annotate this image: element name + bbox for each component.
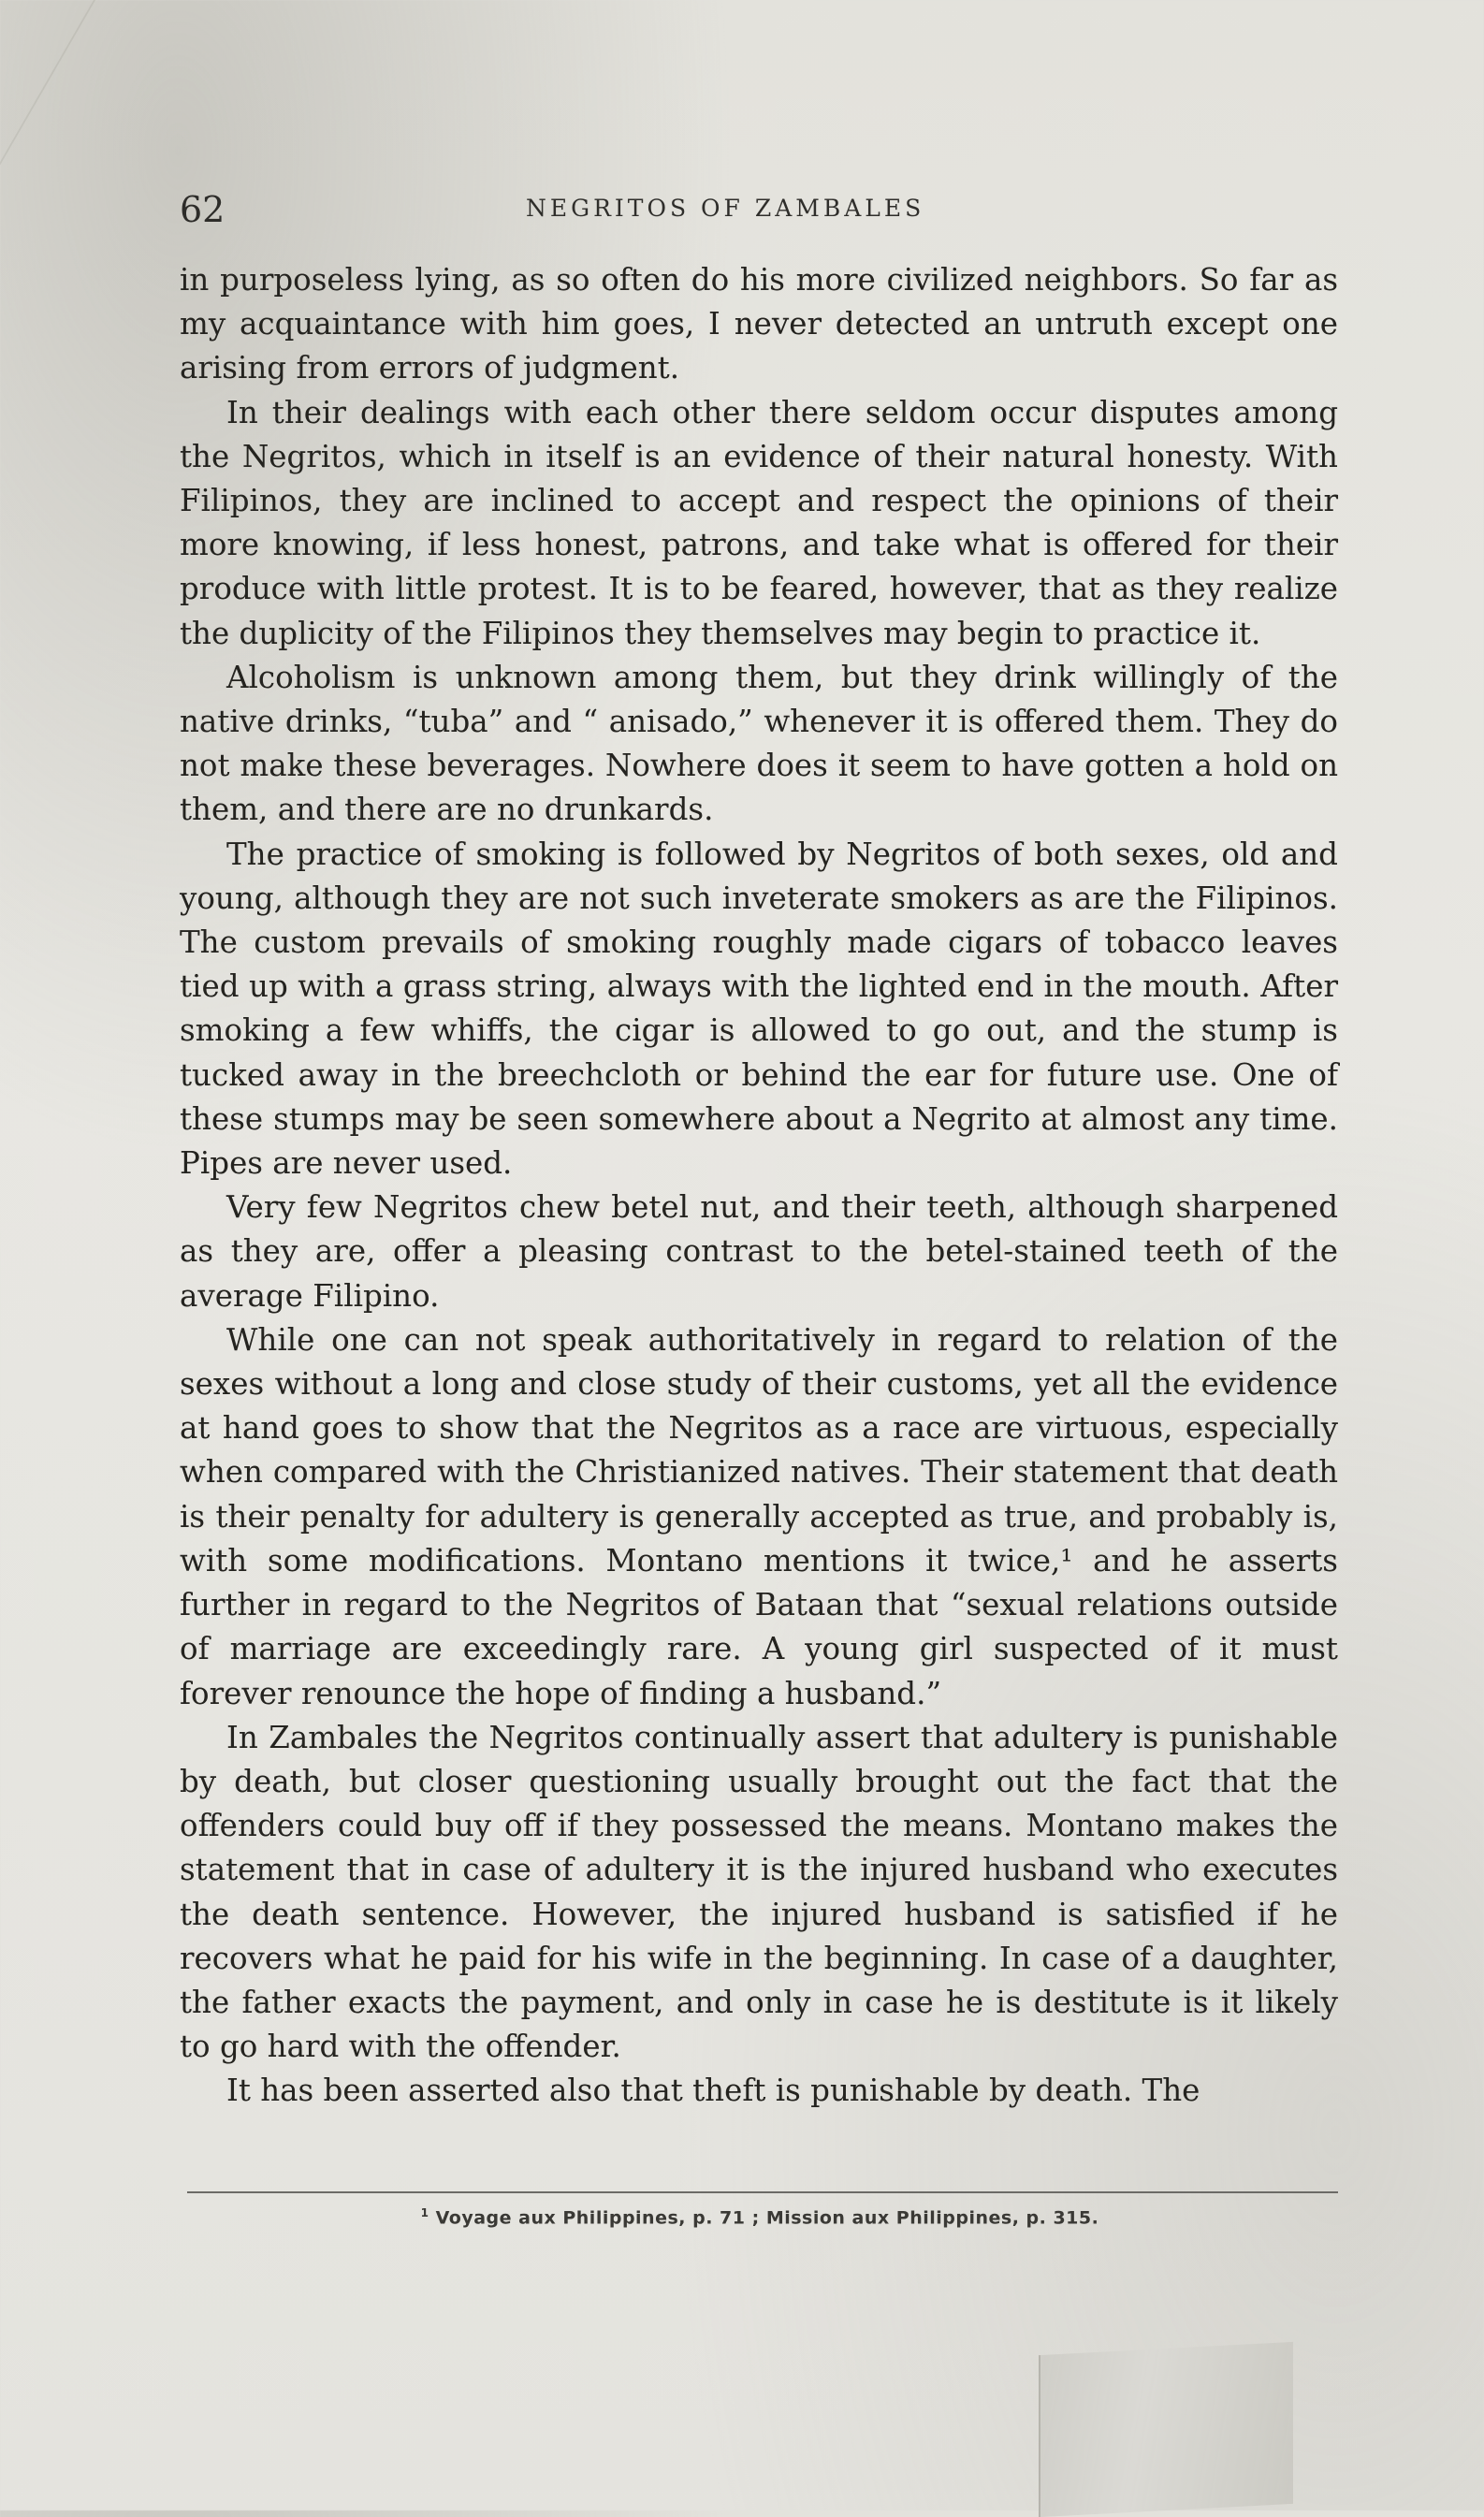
body-text	[180, 258, 1338, 2114]
paragraph: The practice of smoking is followed by Negritos of both sexes, old and young, although they are not such inveterate smokers as are the Filipinos. The custom prevails of smoking roughly made cigars of tobacco leaves tied up with a grass string, always with the lighted end in the mouth. After smoking a few whiffs, the cigar is allowed to go out, and the stump is tucked away in the breechcloth or behind the ear for future use. One of these stumps may be seen somewhere about a Negrito at almost any time. Pipes are never used.	[180, 836, 1338, 1182]
footnote-marker: 1	[420, 2206, 429, 2219]
paragraph: In their dealings with each other there seldom occur disputes among the Negritos, which in itself is an evidence of their natural honesty. With Filipinos, they are inclined to accept and respect the opinions of their more knowing, if less honest, patrons, and take what is offered for their produce with little protest. It is to be feared, however, that as they realize the duplicity of the Filipinos they themselves may begin to practice it.	[180, 394, 1338, 651]
footnote-text: Voyage aux Philippines, p. 71 ; Mission aux Philippines, p. 315.	[435, 2207, 1099, 2229]
paragraph: Alcoholism is unknown among them, but they drink willingly of the native drinks, “tuba” and “ anisado,” whenever it is offered them. They do not make these beverages. Nowhere does it seem to have gotten a hold on them, and there are no drunkards.	[180, 659, 1338, 828]
page-number: 62	[180, 189, 226, 230]
tape-patch	[1039, 2342, 1293, 2517]
paragraph: in purposeless lying, as so often do his more civilized neighbors. So far as my acquaintance with him goes, I never detected an untruth except one arising from errors of judgment.	[180, 262, 1338, 386]
footnote	[180, 2206, 1340, 2228]
running-head: NEGRITOS OF ZAMBALES	[526, 195, 925, 222]
footnote-rule	[187, 2191, 1338, 2193]
paragraph: While one can not speak authoritatively in regard to relation of the sexes without a long and close study of their customs, yet all the evidence at hand goes to show that the Negritos as a race are virtuous, especially when compared with the Christianized natives. Their statement that death is their penalty for adultery is generally accepted as true, and probably is, with some modifications. Montano mentions it twice,¹ and he asserts further in regard to the Negritos of Bataan that “sexual relations outside of marriage are exceedingly rare. A young girl suspected of it must forever renounce the hope of finding a husband.”	[180, 1321, 1338, 1711]
page-header	[180, 189, 1340, 245]
paragraph: In Zambales the Negritos continually assert that adultery is punishable by death, but closer questioning usually brought out the fact that the offenders could buy off if they possessed the means. Montano makes the statement that in case of adultery it is the injured husband who executes the death sentence. However, the injured husband is satisfied if he recovers what he paid for his wife in the beginning. In case of a daughter, the father exacts the payment, and only in case he is destitute is it likely to go hard with the offender.	[180, 1719, 1338, 2065]
paragraph: Very few Negritos chew betel nut, and their teeth, although sharpened as they are, offer a pleasing contrast to the betel-stained teeth of the average Filipino.	[180, 1189, 1338, 1314]
paragraph: It has been asserted also that theft is punishable by death. The	[226, 2073, 1200, 2109]
